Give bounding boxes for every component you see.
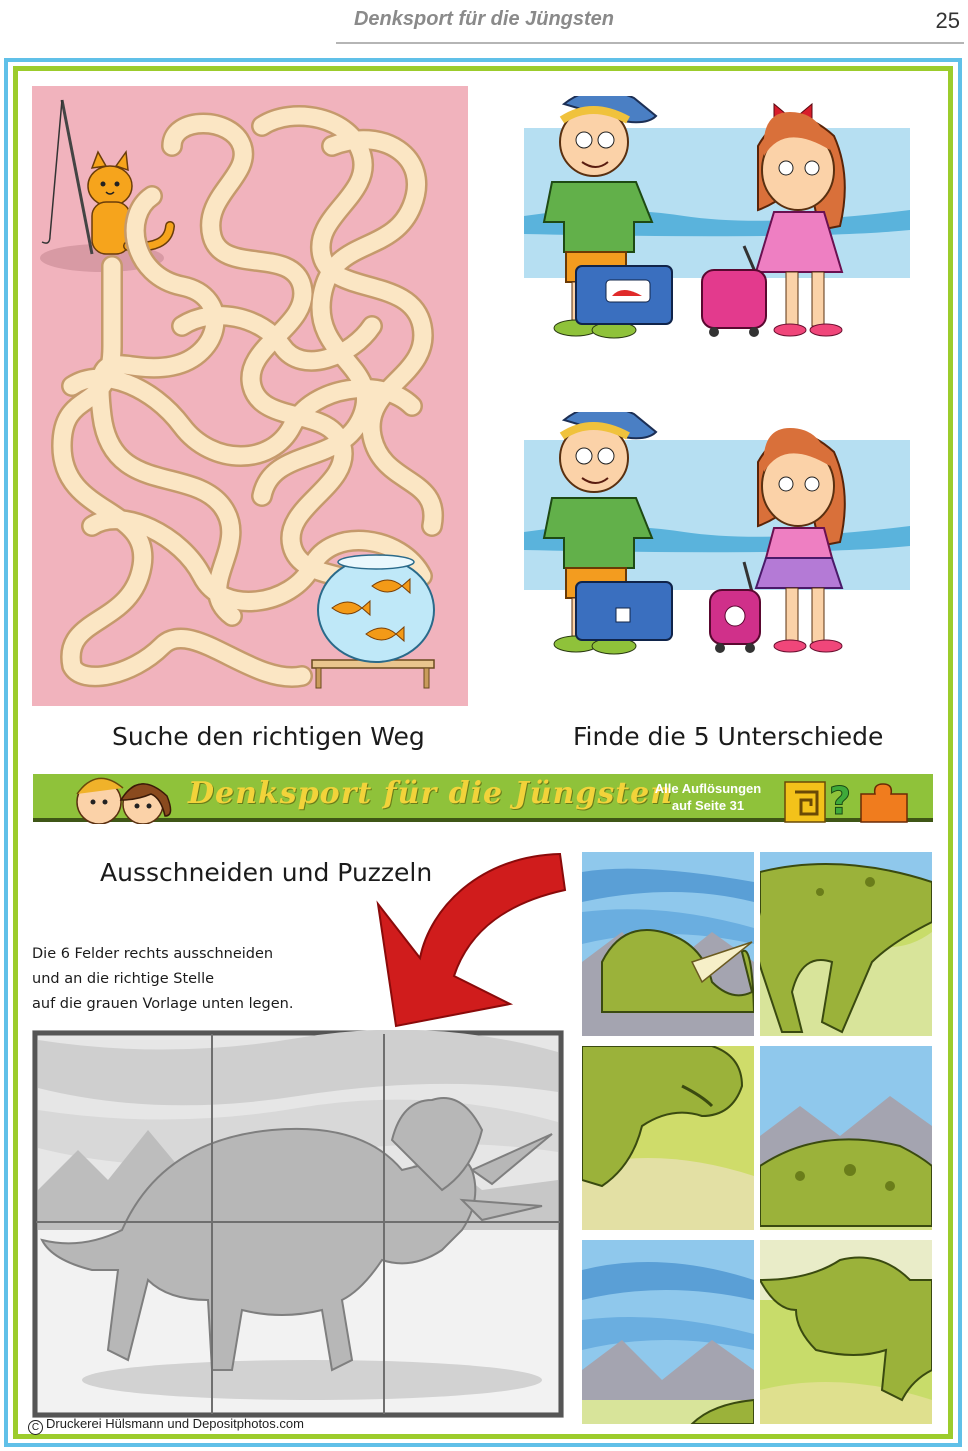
difference-scene-original [524,128,910,314]
tile-1-art [582,852,754,1036]
puzzle-tile-6[interactable] [760,1240,932,1424]
puzzle-tile-2[interactable] [760,852,932,1036]
page-number: 25 [935,8,960,33]
kids-illustration-variant [524,412,910,662]
maze-illustration [32,86,468,706]
differences-caption: Finde die 5 Unterschiede [573,722,884,751]
red-arrow-icon [360,848,570,1028]
banner-title: Denksport für die Jüngsten [188,776,673,811]
puzzle-instruction-line2: und an die richtige Stelle [32,971,215,987]
fishing-rod-icon [42,100,92,254]
puzzle-instruction-line1: Die 6 Felder rechts ausschneiden [32,946,274,962]
copyright-text: Druckerei Hülsmann und Depositphotos.com [46,1416,304,1431]
puzzle-tile-3[interactable] [582,1046,754,1230]
suitcase-icon [576,266,672,324]
header-rule [336,42,964,44]
tile-6-art [760,1240,932,1424]
svg-text:?: ? [829,779,852,823]
running-title: Denksport für die Jüngsten [353,8,615,30]
tile-2-art [760,852,932,1036]
suitcase-icon-variant [576,582,672,640]
tile-4-art [760,1046,932,1230]
banner-note-line2: auf Seite 31 [671,798,745,813]
tile-3-art [582,1046,754,1230]
copyright-notice [28,1416,304,1435]
puzzle-instruction-line3: auf die grauen Vorlage unten legen. [32,996,294,1012]
puzzle-template-gray [32,1030,564,1418]
puzzle-title: Ausschneiden und Puzzeln [100,858,433,887]
tile-5-art [582,1240,754,1424]
maze-caption: Suche den richtigen Weg [112,722,425,751]
difference-scene-changed [524,440,910,622]
spiral-question-puzzle-icon [785,779,907,823]
banner-note-line1: Alle Auflösungen [654,781,762,796]
copyright-symbol: C [28,1420,43,1435]
puzzle-tile-5[interactable] [582,1240,754,1424]
running-header [0,0,968,44]
puzzle-tile-1[interactable] [582,852,754,1036]
kids-illustration [524,96,910,346]
puzzle-tile-4[interactable] [760,1046,932,1230]
maze-panel [32,86,468,706]
